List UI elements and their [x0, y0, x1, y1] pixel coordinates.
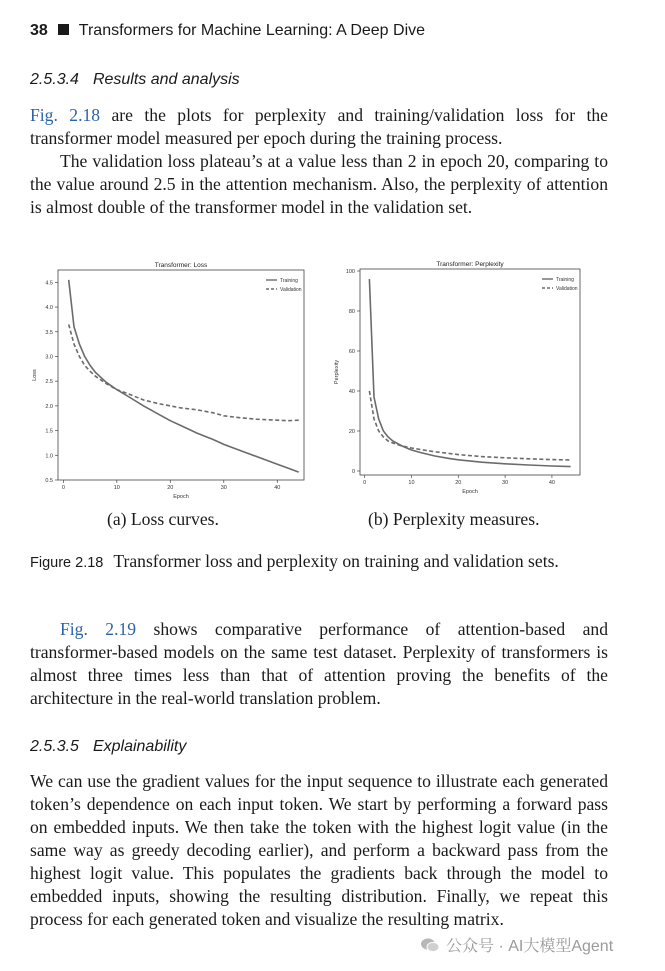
section-heading-results: [30, 71, 240, 89]
page-number: 38: [30, 22, 48, 39]
section-heading-explainability: [30, 738, 186, 756]
section-number: 2.5.3.5: [30, 738, 79, 755]
running-head: [30, 22, 425, 40]
y-tick-label: 1.0: [45, 453, 53, 460]
x-tick-label: 40: [548, 480, 555, 486]
paragraph-comparison: [30, 618, 608, 710]
y-tick-label: 2.5: [45, 379, 53, 386]
legend-label-training: Training: [280, 278, 298, 284]
y-tick-label: 3.0: [45, 354, 53, 361]
paragraph-text: The validation loss plateau’s at a value less than 2 in epoch 20, comparing to the value around 2.5 in the attention mechanism. Also, the perplexity of attention is almost double of the transformer model in the validation set.: [30, 151, 608, 217]
plot-frame: [58, 270, 304, 480]
y-tick-label: 4.5: [45, 280, 53, 287]
chart-title: Transformer: Loss: [154, 262, 208, 269]
section-title: Explainability: [92, 738, 187, 755]
x-tick-label: 0: [363, 480, 367, 486]
y-axis-label: Loss: [32, 369, 38, 381]
chart-title: Transformer: Perplexity: [436, 261, 504, 268]
wechat-icon: [420, 937, 440, 953]
perplexity-chart: [330, 256, 610, 506]
x-tick-label: 10: [408, 480, 415, 486]
x-tick-label: 10: [113, 485, 120, 491]
subcaption-a: (a) Loss curves.: [107, 509, 219, 529]
y-tick-label: 0: [351, 469, 355, 475]
section-number: 2.5.3.4: [30, 71, 79, 88]
x-tick-label: 40: [274, 485, 281, 491]
y-tick-label: 4.0: [45, 305, 53, 312]
square-bullet-icon: [58, 24, 69, 35]
paragraph-results: [30, 104, 608, 219]
figure-ref-link[interactable]: Fig. 2.19: [60, 619, 137, 639]
figure-caption-text: Transformer loss and perplexity on training and validation sets.: [113, 551, 559, 571]
paragraph-text: We can use the gradient values for the input sequence to illustrate each generated token’s dependence on each input token. We start by performing a forward pass on embedded inputs. We then take the token with the highest logit value (in the same way as greedy decoding earlier), and perform a backward pass from the highest logit value. This populates the gradients back through the model to embedded inputs, showing the resulting distribution. Finally, we repeat this process for each generated token and visualize the resulting matrix.: [30, 771, 608, 929]
y-tick-label: 2.0: [45, 403, 53, 410]
figure-ref-link[interactable]: Fig. 2.18: [30, 105, 101, 125]
legend-label-validation: Validation: [556, 286, 578, 292]
series-line-training: [69, 280, 299, 472]
series-line-validation: [69, 324, 299, 420]
series-line-training: [369, 279, 570, 467]
x-tick-label: 0: [61, 485, 65, 491]
figure-caption: [30, 549, 608, 575]
x-axis-label: Epoch: [173, 494, 189, 500]
y-tick-label: 100: [345, 269, 355, 275]
y-tick-label: 20: [348, 429, 355, 435]
section-title: Results and analysis: [92, 71, 240, 88]
subcaption-b: (b) Perplexity measures.: [368, 509, 540, 529]
legend-label-validation: Validation: [280, 287, 302, 293]
watermark: [420, 933, 613, 956]
y-axis-label: Perplexity: [334, 359, 340, 385]
y-tick-label: 80: [348, 309, 355, 315]
watermark-text: 公众号 · AI大模型Agent: [446, 938, 614, 955]
series-line-validation: [369, 391, 570, 460]
y-tick-label: 1.5: [45, 428, 53, 435]
y-tick-label: 60: [348, 349, 355, 355]
paragraph-explainability: [30, 770, 608, 931]
plot-frame: [360, 269, 580, 475]
paragraph-text: are the plots for perplexity and training/validation loss for the transformer model measured per epoch during the training process.: [30, 105, 608, 148]
x-tick-label: 30: [220, 485, 227, 491]
loss-chart: [30, 256, 322, 506]
x-tick-label: 20: [167, 485, 174, 491]
x-axis-label: Epoch: [462, 489, 478, 495]
figure-label: Figure 2.18: [30, 555, 104, 571]
x-tick-label: 20: [455, 480, 462, 486]
y-tick-label: 0.5: [45, 478, 53, 484]
book-title: Transformers for Machine Learning: A Deep Dive: [78, 22, 426, 39]
x-tick-label: 30: [502, 480, 509, 486]
paragraph-text: shows comparative performance of attention-based and transformer-based models on the same test dataset. Perplexity of transformers is almost three times less than that of attention proving the benefits of the architecture in the real-world translation problem.: [30, 619, 608, 708]
legend-label-training: Training: [556, 277, 574, 283]
y-tick-label: 40: [348, 389, 355, 395]
y-tick-label: 3.5: [45, 329, 53, 336]
